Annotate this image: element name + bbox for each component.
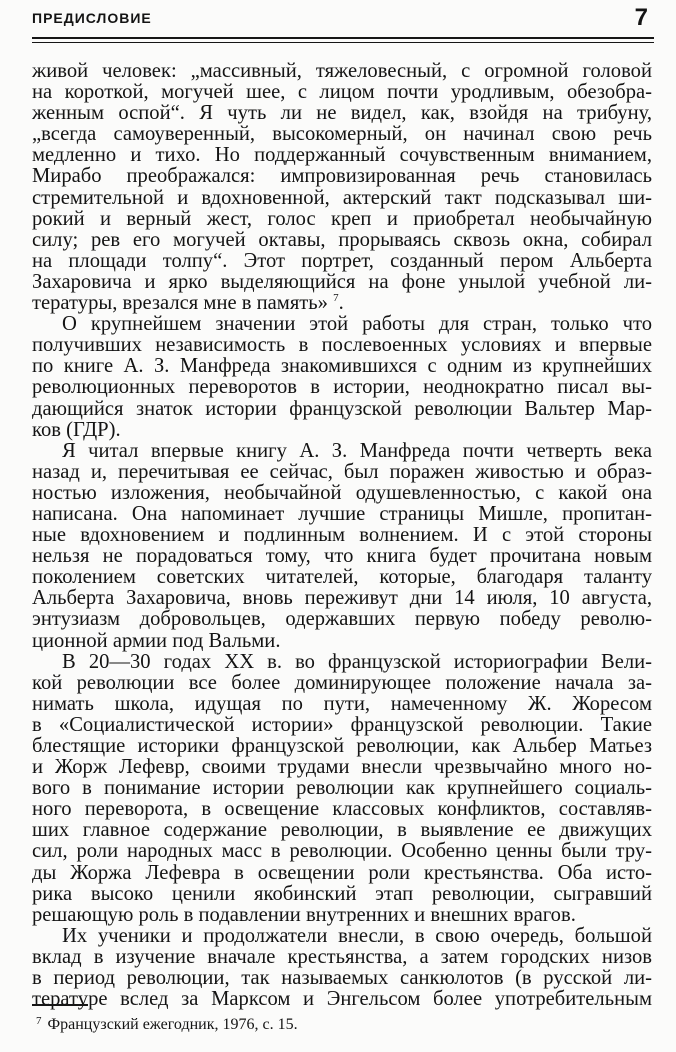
page-header (32, 6, 652, 36)
text-line: поколением советских читателей, которые, благодаря таланту (32, 566, 652, 589)
footnote (36, 1015, 298, 1034)
text-line: получивших независимость в послевоенных условиях и впервые (32, 334, 652, 357)
text-line: революционных переворотов в истории, неоднократно писал вы- (32, 376, 652, 399)
footnote-mark: 7 (36, 1015, 42, 1027)
text-line: медленно и тихо. Но поддержанный сочувственным вниманием, (32, 144, 652, 167)
text-line: дающийся знаток истории французской революции Вальтер Мар- (32, 397, 652, 420)
text-line: на площади толпу“. Этот портрет, созданный пером Альберта (32, 249, 652, 272)
text-line: стремительной и вдохновенной, актерский такт подсказывал ши- (32, 186, 652, 209)
text-line: вклад в изучение вначале крестьянства, а затем городских низов (32, 945, 652, 968)
text-line: тературе вслед за Марксом и Энгельсом более употребительным (32, 988, 652, 1011)
running-head: ПРЕДИСЛОВИЕ (32, 10, 152, 26)
header-rule-thick (32, 37, 654, 39)
footnote-text: Французский ежегодник, 1976, с. 15. (47, 1016, 298, 1033)
text-line: и Жорж Лефевр, своими трудами внесли чрезвычайно много но- (32, 756, 652, 779)
header-rule-thin (32, 42, 654, 43)
text-line: ционной армии под Вальми. (32, 629, 281, 652)
text-line: на короткой, могучей шее, с лицом почти уродливым, обезобра- (32, 81, 652, 104)
text-line: назад и, перечитывая ее сейчас, был поражен живостью и образ- (32, 460, 652, 483)
text-line: по книге А. З. Манфреда знакомившихся с одним из крупнейших (32, 355, 652, 378)
paragraph-first-line: Я читал впервые книгу А. З. Манфреда почти четверть века (62, 439, 652, 462)
text-line: энтузиазм добровольцев, одержавших первую победу револю- (32, 608, 652, 631)
text-line: Альберта Захаровича, вновь переживут дни 14 июля, 10 августа, (32, 587, 652, 610)
text-line: в период революции, так называемых санкюлотов (в русской ли- (32, 967, 652, 990)
text-line: нельзя не порадоваться тому, что книга будет прочитана новым (32, 545, 652, 568)
text-line: женным оспой“. Я чуть ли не видел, как, взойдя на трибуну, (32, 102, 652, 125)
body-text (32, 61, 652, 1010)
text-line: нимать школа, идущая по пути, намеченному Ж. Жоресом (32, 692, 652, 715)
text-line: ные вдохновением и подлинным волнением. И с этой стороны (32, 524, 652, 547)
text-line: написана. Она напоминает лучшие страницы Мишле, пропитан- (32, 502, 652, 525)
footnote-rule (32, 1004, 88, 1006)
text-line: кой революции все более доминирующее положение начала за- (32, 671, 652, 694)
text-line: ших главное содержание революции, в выявление ее движущих (32, 819, 652, 842)
text-line: рокий и верный жест, голос креп и приобретал необычайную (32, 207, 652, 230)
paragraph-first-line: В 20—30 годах XX в. во французской историографии Вели- (62, 650, 652, 673)
text-line: тературы, врезался мне в память» $^7$. (32, 292, 344, 315)
text-line: решающую роль в подавлении внутренних и внешних врагов. (32, 903, 576, 926)
text-line: ков (ГДР). (32, 418, 121, 441)
text-line: рика высоко ценили якобинский этап революции, сыгравший (32, 882, 652, 905)
text-line: Захаровича и ярко выделяющийся на фоне унылой учебной ли- (32, 270, 652, 293)
text-line-content: тературы, врезался мне в память» (32, 292, 334, 315)
text-line: блестящие историки французской революции, как Альбер Матьез (32, 735, 652, 757)
footnote-reference: 7 (333, 292, 339, 305)
text-line: силу; рев его могучей октавы, прорываясь сквозь окна, собирал (32, 228, 652, 251)
text-line: Мирабо преображался: импровизированная речь становилась (32, 165, 652, 188)
text-line: ного переворота, в освещение классовых конфликтов, составляв- (32, 798, 652, 821)
paragraph-first-line: Их ученики и продолжатели внесли, в свою очередь, большой (62, 924, 652, 947)
text-line: вого в понимание истории революции как крупнейшего социаль- (32, 777, 652, 800)
text-line: ностью изложения, необычайной одушевленностью, с какой она (32, 481, 652, 504)
text-line: „всегда самоуверенный, высокомерный, он начинал свою речь (32, 123, 652, 146)
text-line: сил, роли народных масс в революции. Особенно ценны были тру- (32, 840, 652, 863)
text-line: в «Социалистической истории» французской революции. Такие (32, 713, 652, 736)
text-line: ды Жоржа Лефевра в освещении роли крестьянства. Оба исто- (32, 861, 652, 884)
page-number: 7 (634, 4, 648, 31)
paragraph-first-line: О крупнейшем значении этой работы для стран, только что (62, 313, 652, 336)
text-line: живой человек: „массивный, тяжеловесный, с огромной головой (32, 60, 652, 82)
